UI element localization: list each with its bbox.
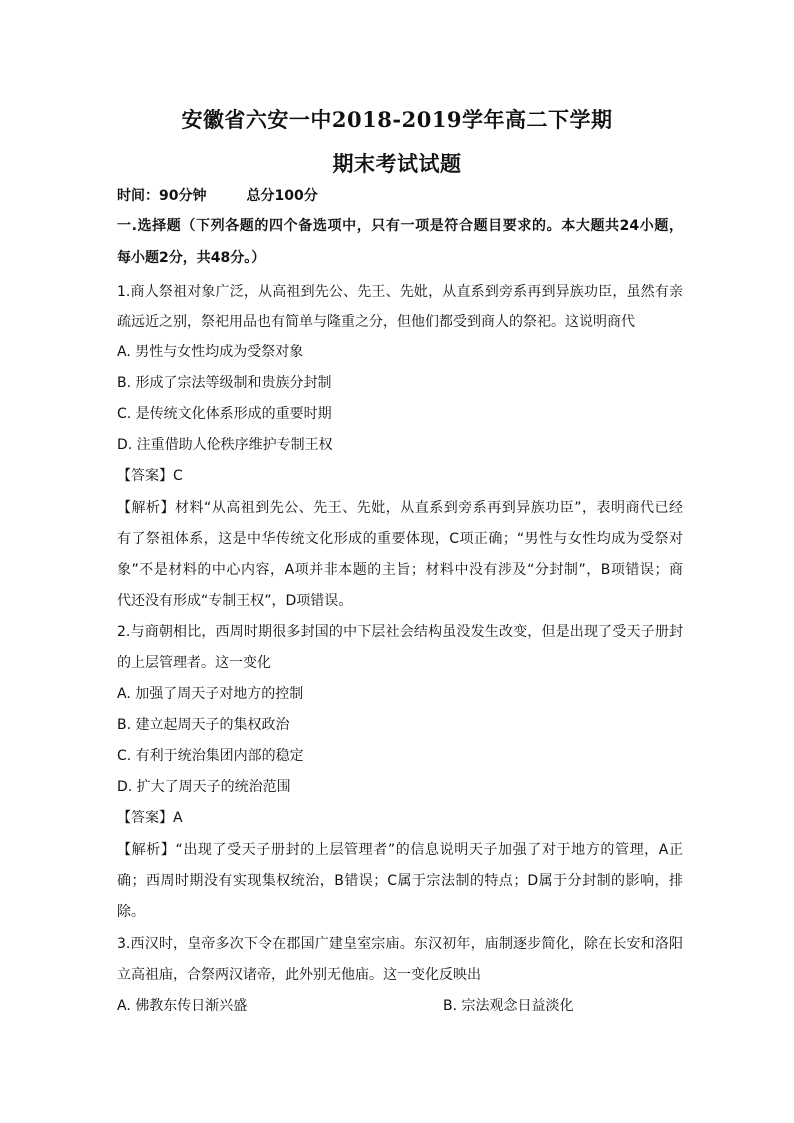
q2-stem-2: 的上层管理者。这一变化 [117,655,271,671]
q1-analysis-2: 有了祭祖体系，这是中华传统文化形成的重要体现，C项正确；“男性与女性均成为受祭对 [117,531,683,547]
q2-analysis-1: 【解析】“出现了受天子册封的上层管理者”的信息说明天子加强了对于地方的管理，A正 [117,842,683,858]
q2-analysis-2: 确；西周时期没有实现集权统治，B错误；C属于宗法制的特点；D属于分封制的影响，排 [117,873,683,889]
exam-meta [117,186,683,206]
q3-option-a: A. 佛教东传日渐兴盛 [117,998,248,1014]
exam-time: 时间：90分钟 [117,188,207,204]
q2-stem-1: 2.与商朝相比，西周时期很多封国的中下层社会结构虽没发生改变，但是出现了受天子册封 [117,624,683,640]
q1-analysis-1: 【解析】材料“从高祖到先公、先王、先妣，从直系到旁系再到异族功臣”，表明商代已经 [117,500,683,516]
q2-option-a: A. 加强了周天子对地方的控制 [117,686,304,702]
q1-option-d: D. 注重借助人伦秩序维护专制王权 [117,437,333,453]
exam-title: 安徽省六安一中2018-2019学年高二下学期 [181,107,613,132]
q1-stem-1: 1.商人祭祖对象广泛，从高祖到先公、先王、先妣，从直系到旁系再到异族功臣，虽然有亲 [117,284,683,300]
q1-option-a: A. 男性与女性均成为受祭对象 [117,344,304,360]
q1-stem-2: 疏远近之别，祭祀用品也有简单与隆重之分，但他们都受到商人的祭祀。这说明商代 [117,314,635,330]
q1-answer: 【答案】C [117,468,183,484]
section-instruction-1: 一.选择题（下列各题的四个备选项中，只有一项是符合题目要求的。本大题共24小题， [117,218,683,234]
section-instruction-2: 每小题2分，共48分。） [117,250,266,266]
exam-score: 总分100分 [246,188,318,204]
q2-analysis-3: 除。 [117,904,145,920]
q3-option-b: B. 宗法观念日益淡化 [443,998,574,1014]
q2-option-c: C. 有利于统治集团内部的稳定 [117,748,304,764]
q1-option-b: B. 形成了宗法等级制和贵族分封制 [117,375,332,391]
q3-stem-2: 立高祖庙，合祭两汉诸帝，此外别无他庙。这一变化反映出 [117,967,481,983]
q3-stem-1: 3.西汉时，皇帝多次下令在郡国广建皇室宗庙。东汉初年，庙制逐步简化，除在长安和洛阳 [117,936,683,952]
q2-option-d: D. 扩大了周天子的统治范围 [117,779,291,795]
q1-option-c: C. 是传统文化体系形成的重要时期 [117,406,332,422]
q1-analysis-4: 代还没有形成“专制王权”，D项错误。 [117,593,353,609]
q2-option-b: B. 建立起周天子的集权政治 [117,717,290,733]
q2-answer: 【答案】A [117,810,183,826]
q1-analysis-3: 象”不是材料的中心内容，A项并非本题的主旨；材料中没有涉及“分封制”，B项错误；商 [117,562,683,578]
exam-subtitle: 期末考试试题 [332,151,462,176]
